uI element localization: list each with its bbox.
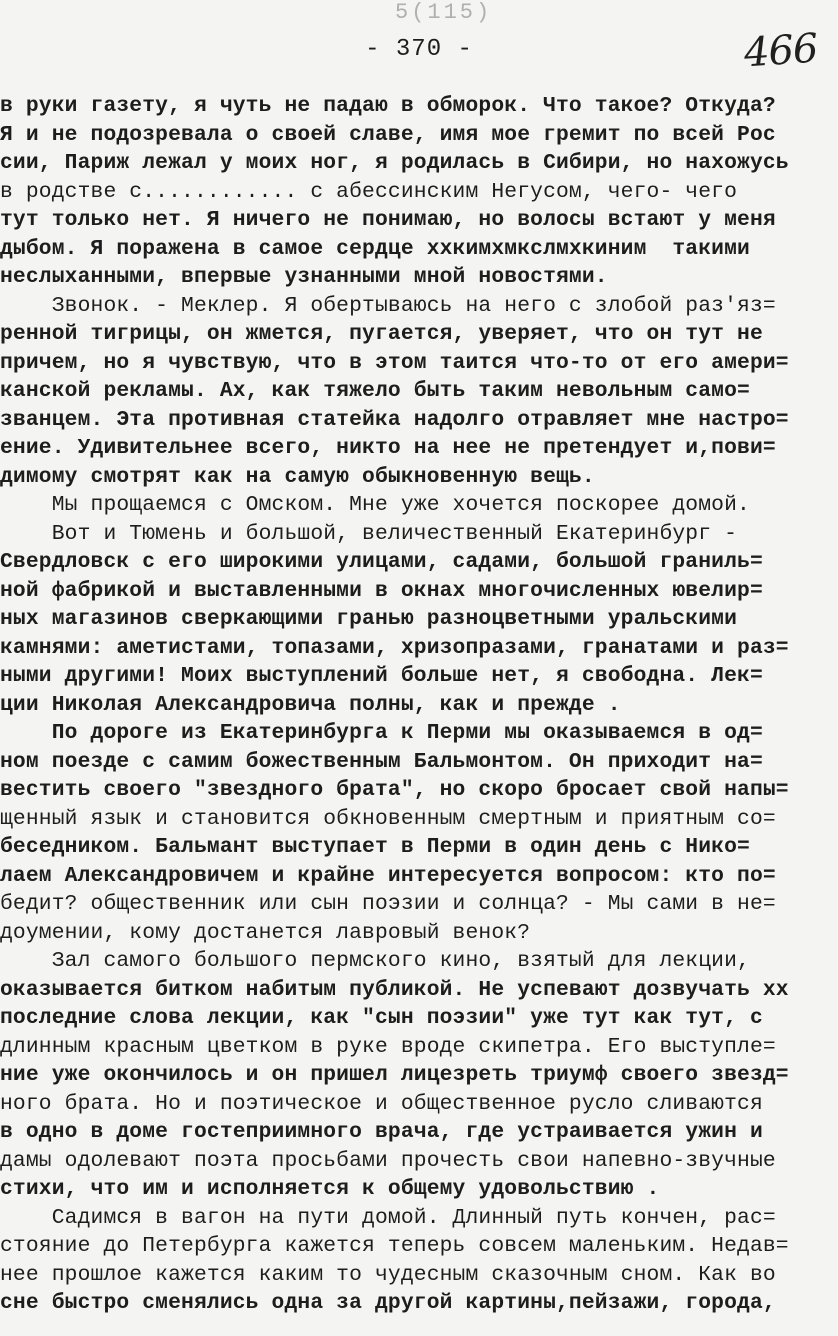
edge-stamp: 5(115): [395, 0, 493, 25]
text-line: По дороге из Екатеринбурга к Перми мы оказываемся в од=: [0, 721, 763, 745]
text-line: стояние до Петербурга кажется теперь совсем маленьким. Недав=: [0, 1234, 789, 1258]
text-line: Зал самого большого пермского кино, взятый для лекции,: [0, 949, 750, 973]
text-line: беседником. Бальмант выступает в Перми в один день с Нико=: [0, 835, 750, 859]
text-line: дыбом. Я поражена в самое сердце ххкимхмкслмхкиним такими: [0, 236, 750, 261]
text-line: дамы одолевают поэта просьбами прочесть свои напевно-звучные: [0, 1148, 776, 1173]
text-line: камнями: аметистами, топазами, хризопразами, гранатами и раз=: [0, 635, 789, 660]
text-line: причем, но я чувствую, что в этом таится что-то от его амери=: [0, 350, 789, 375]
text-line: Вот и Тюмень и большой, величественный Екатеринбург -: [0, 521, 738, 546]
text-line: ренной тигрицы, он жмется, пугается, уверяет, что он тут не: [0, 322, 763, 346]
text-line: неслыханными, впервые узнанными мной новостями.: [0, 265, 608, 289]
text-line: ного брата. Но и поэтическое и общественное русло сливаются: [0, 1091, 763, 1116]
text-line: званцем. Эта противная статейка надолго отравляет мне настро=: [0, 407, 789, 432]
text-line: сии, Париж лежал у моих ног, я родилась в Сибири, но нахожусь: [0, 151, 789, 175]
text-line: Садимся в вагон на пути домой. Длинный путь кончен, рас=: [0, 1205, 776, 1230]
page-number: - 370 -: [365, 36, 473, 63]
text-line: ными другими! Моих выступлений больше нет, я свободна. Лек=: [0, 664, 763, 688]
text-line: ной фабрикой и выставленными в окнах многочисленных ювелир=: [0, 578, 763, 603]
text-line: бедит? общественник или сын поэзии и солнца? - Мы сами в не=: [0, 892, 776, 916]
body-text: [0, 92, 838, 1318]
text-line: вестить своего "звездного брата", но скоро бросает свой напы=: [0, 778, 789, 802]
text-line: длинным красным цветком в руке вроде скипетра. Его выступле=: [0, 1034, 776, 1059]
text-line: стихи, что им и исполняется к общему удовольствию .: [0, 1177, 660, 1201]
text-line: в родстве с............ с абессинским Негусом, чего- чего: [0, 179, 738, 204]
text-line: оказывается битком набитым публикой. Не успевают дозвучать хх: [0, 977, 789, 1002]
text-line: доумении, кому достанется лавровый венок?: [0, 920, 531, 945]
text-line: последние слова лекции, как "сын поэзии" уже тут как тут, с: [0, 1006, 763, 1030]
text-line: Звонок. - Меклер. Я обертываюсь на него с злобой раз'яз=: [0, 293, 776, 318]
text-line: димому смотрят как на самую обыкновенную вещь.: [0, 464, 595, 489]
text-line: ном поезде с самим божественным Бальмонтом. Он приходит на=: [0, 749, 763, 774]
text-line: ение. Удивительнее всего, никто на нее не претендует и,пови=: [0, 436, 776, 460]
text-line: в одно в доме гостеприимного врача, где устраивается ужин и: [0, 1120, 763, 1144]
text-line: ции Николая Александровича полны, как и прежде .: [0, 692, 621, 717]
text-line: ние уже окончилось и он пришел лицезреть триумф своего звезд=: [0, 1063, 789, 1087]
handwritten-folio-number: 466: [742, 25, 819, 77]
text-line: щенный язык и становится обкновенным смертным и приятным со=: [0, 806, 776, 831]
text-line: канской рекламы. Ах, как тяжело быть таким невольным само=: [0, 379, 750, 403]
text-line: в руки газету, я чуть не падаю в обморок. Что такое? Откуда?: [0, 94, 776, 118]
text-line: Мы прощаемся с Омском. Мне уже хочется поскорее домой.: [0, 493, 750, 517]
text-line: нее прошлое кажется каким то чудесным сказочным сном. Как во: [0, 1262, 776, 1287]
text-line: Я и не подозревала о своей славе, имя мое гремит по всей Рос: [0, 122, 776, 147]
text-line: тут только нет. Я ничего не понимаю, но волосы встают у меня: [0, 208, 776, 232]
text-line: Свердловск с его широкими улицами, садами, большой граниль=: [0, 550, 763, 574]
text-line: ных магазинов сверкающими гранью разноцветными уральскими: [0, 607, 738, 631]
text-line: сне быстро сменялись одна за другой картины,пейзажи, города,: [0, 1291, 776, 1315]
text-line: лаем Александровичем и крайне интересуется вопросом: кто по=: [0, 863, 776, 888]
